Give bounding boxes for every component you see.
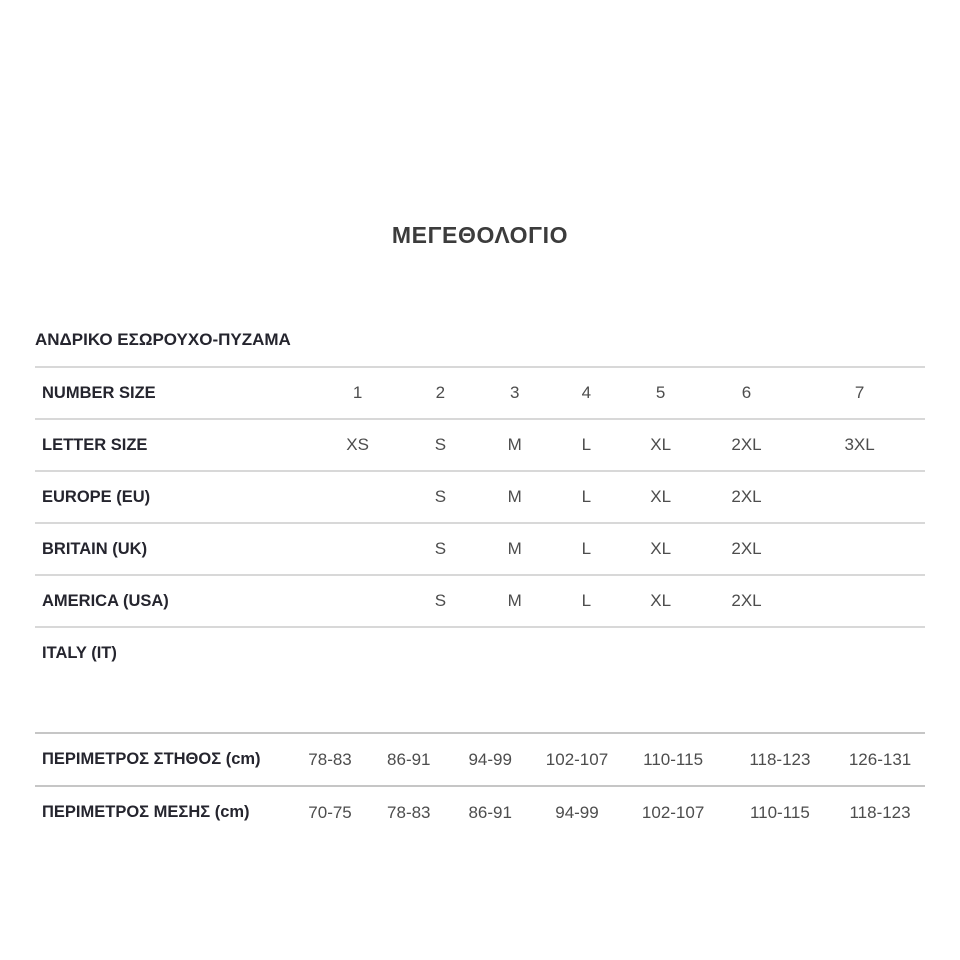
row-label: ΠΕΡΙΜΕΤΡΟΣ ΜΕΣΗΣ (cm) bbox=[42, 803, 250, 821]
size-cell bbox=[314, 471, 402, 523]
measurement-cell: 94-99 bbox=[555, 802, 599, 822]
row-label: LETTER SIZE bbox=[35, 419, 314, 471]
measurement-cell: 118-123 bbox=[849, 802, 911, 822]
size-cell: L bbox=[550, 523, 622, 575]
size-cell: L bbox=[550, 471, 622, 523]
size-cell: 3 bbox=[479, 368, 550, 419]
row-label: AMERICA (USA) bbox=[35, 575, 314, 627]
measurement-cell: 118-123 bbox=[725, 733, 835, 786]
size-cell bbox=[794, 575, 925, 627]
size-cell: M bbox=[479, 471, 550, 523]
size-cell: XS bbox=[314, 419, 402, 471]
section-heading: ΑΝΔΡΙΚΟ ΕΣΩΡΟΥΧΟ-ΠΥΖΑΜΑ bbox=[35, 330, 925, 368]
table-row-letter-size bbox=[35, 419, 925, 471]
row-label: EUROPE (EU) bbox=[35, 471, 314, 523]
size-cell: S bbox=[402, 575, 479, 627]
size-conversion-table bbox=[35, 368, 925, 678]
size-cell: 5 bbox=[622, 368, 699, 419]
size-cell: XL bbox=[622, 419, 699, 471]
size-cell bbox=[479, 627, 550, 678]
row-label: ITALY (IT) bbox=[42, 643, 117, 662]
table-row-chest-circumference bbox=[35, 733, 925, 786]
size-cell bbox=[402, 627, 479, 678]
size-cell: XL bbox=[622, 471, 699, 523]
size-cell: M bbox=[479, 419, 550, 471]
size-cell bbox=[794, 523, 925, 575]
size-cell: 2 bbox=[402, 368, 479, 419]
measurement-cell: 86-91 bbox=[468, 802, 512, 822]
table-row-number-size bbox=[35, 368, 925, 419]
table-row-europe bbox=[35, 471, 925, 523]
measurement-cell: 86-91 bbox=[370, 733, 448, 786]
row-label: BRITAIN (UK) bbox=[35, 523, 314, 575]
size-cell bbox=[622, 627, 699, 678]
size-cell: 2XL bbox=[699, 471, 794, 523]
size-cell: S bbox=[402, 471, 479, 523]
table-row-britain bbox=[35, 523, 925, 575]
size-cell: S bbox=[402, 419, 479, 471]
size-cell: 7 bbox=[794, 368, 925, 419]
size-cell bbox=[314, 627, 402, 678]
measurement-cell: 94-99 bbox=[448, 733, 533, 786]
size-cell: M bbox=[479, 575, 550, 627]
row-label: NUMBER SIZE bbox=[35, 368, 314, 419]
size-cell: XL bbox=[622, 575, 699, 627]
size-cell: 2XL bbox=[699, 419, 794, 471]
size-cell: L bbox=[550, 419, 622, 471]
table-row-italy bbox=[35, 627, 925, 678]
size-cell: L bbox=[550, 575, 622, 627]
size-cell: XL bbox=[622, 523, 699, 575]
size-cell: 2XL bbox=[699, 523, 794, 575]
size-cell: 6 bbox=[699, 368, 794, 419]
measurement-cell: 126-131 bbox=[835, 733, 925, 786]
size-cell: M bbox=[479, 523, 550, 575]
size-cell: 2XL bbox=[699, 575, 794, 627]
body-measurement-table bbox=[35, 732, 925, 838]
size-cell bbox=[699, 627, 794, 678]
measurement-cell: 102-107 bbox=[532, 733, 621, 786]
size-cell bbox=[314, 523, 402, 575]
measurement-cell: 78-83 bbox=[290, 733, 369, 786]
table-row-america bbox=[35, 575, 925, 627]
size-cell bbox=[314, 575, 402, 627]
size-cell: 1 bbox=[314, 368, 402, 419]
page-title: ΜΕΓΕΘΟΛΟΓΙΟ bbox=[391, 222, 569, 248]
measurement-cell: 110-115 bbox=[749, 802, 810, 822]
measurement-cell: 102-107 bbox=[641, 802, 705, 822]
measurement-cell: 70-75 bbox=[308, 802, 352, 822]
size-cell bbox=[794, 627, 925, 678]
size-cell: 4 bbox=[550, 368, 622, 419]
size-cell bbox=[794, 471, 925, 523]
measurement-cell: 110-115 bbox=[621, 733, 724, 786]
table-row-waist-circumference bbox=[35, 786, 925, 838]
row-label: ΠΕΡΙΜΕΤΡΟΣ ΣΤΗΘΟΣ (cm) bbox=[35, 733, 290, 786]
size-cell bbox=[550, 627, 622, 678]
size-cell: 3XL bbox=[794, 419, 925, 471]
measurement-cell: 78-83 bbox=[387, 802, 431, 822]
size-cell: S bbox=[402, 523, 479, 575]
